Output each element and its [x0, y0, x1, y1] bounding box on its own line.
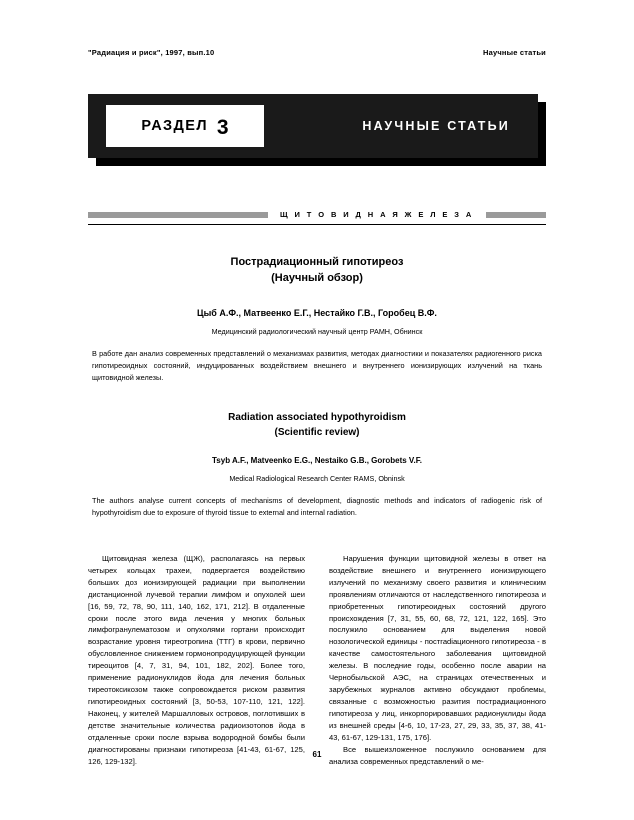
section-label-box — [106, 105, 264, 147]
topic-rule-left — [88, 212, 268, 218]
abstract-en: The authors analyse current concepts of mechanisms of development, diagnostic methods and indicators of radiogenic risk of hypothyroidism due to exposure of thyroid tissue to external and internal radiation. — [92, 496, 542, 518]
article-title-en-line2: (Scientific review) — [274, 426, 360, 438]
article-title-ru-line2: (Научный обзор) — [271, 271, 363, 284]
running-head-left: "Радиация и риск", 1997, вып.10 — [88, 48, 215, 57]
running-head — [88, 48, 546, 57]
article-title-ru-line1: Пострадиационный гипотиреоз — [230, 256, 404, 268]
banner-title: НАУЧНЫЕ СТАТЬИ — [362, 119, 510, 133]
body-columns — [88, 553, 546, 768]
authors-ru: Цыб А.Ф., Матвеенко Е.Г., Нестайко Г.В., Горобец В.Ф. — [197, 307, 437, 318]
topic-underline — [88, 224, 546, 225]
topic-heading — [88, 210, 546, 225]
banner — [88, 94, 538, 158]
page-footer — [88, 750, 546, 759]
paragraph: Щитовидная железа (ЩЖ), располагаясь на первых четырех кольцах трахеи, подвергается воздействию больших доз ионизирующей радиации при выполнении дистанционной лучевой терапии лимфом и опухолей шеи [16, 59, 72, 78, 90, 111, 140, 162, 171, 212]. В отдаленные сроки после этого вида лечения у многих больных лимфогранулематозом и опухолями гортани происходит возрастание уровня тиреотропина (ТТГ) в крови, первично обусловленное снижением гормонопродуцирующей функции тиреоцитов [4, 7, 31, 94, 101, 182, 202]. Более того, применение радионуклидов йода для лечения больных тиреотоксикозом также сопровождается риском развития гипотиреоидных состояний [3, 50-53, 107-110, 121, 122]. Наконец, у жителей Маршалловых островов, поглотивших в детстве значительные количества радиоизотопов йода в отдаленные сроки после взрыва водородной бомбы были диагностированы признаки гипотиреоза [41-43, 61-67, 125, 126, 129-132]. — [88, 553, 305, 766]
section-label: РАЗДЕЛ — [141, 118, 208, 134]
article-title-ru — [88, 255, 546, 287]
authors-en: Tsyb A.F., Matveenko E.G., Nestaiko G.B., Gorobets V.F. — [212, 456, 422, 466]
topic-rule-right — [486, 212, 546, 218]
topic-label: Щ И Т О В И Д Н А Я Ж Е Л Е З А — [280, 210, 474, 219]
page-number: 61 — [312, 750, 322, 759]
affiliation-ru: Медицинский радиологический научный центр РАМН, Обнинск — [211, 326, 423, 336]
page-content — [88, 48, 546, 768]
section-number: 3 — [216, 115, 229, 139]
body-column-left — [88, 553, 305, 768]
section-banner — [88, 94, 546, 166]
article-title-en — [88, 411, 546, 440]
affiliation-en: Medical Radiological Research Center RAMS, Obninsk — [229, 474, 405, 484]
abstract-ru: В работе дан анализ современных представлений о механизмах развития, методах диагностики и показателях радиогенного риска гипотиреоидных состояний, индуцированных воздействием внешнего и внутреннего ионизирующих излучений на ткань щитовидной железы. — [92, 348, 542, 382]
paragraph: Все вышеизложенное послужило основанием для анализа современных представлений о ме- — [329, 744, 546, 766]
paragraph: Нарушения функции щитовидной железы в ответ на воздействие внешнего и внутреннего ионизирующего излучений по механизму своего развития и клиническим проявлениям отличаются от наследственного гипотиреоза и приобретенных гипотиреоидных состояний другого происхождения [7, 31, 55, 60, 68, 72, 121, 122, 165]. Это послужило основанием для выделения новой нозологической единицы - постradiационного гипотиреоза - в качестве самостоятельного заболевания щитовидной железы. В последние годы, особенно после аварии на Чернобыльской АЭС, на страницах отечественных и зарубежных журналов активно обсуждают проблемы, связанные с возможностью разития пострадиационного гипотиреоза у лиц, инкорпорировавших радионуклиды йода из внешней среды [4-6, 10, 17-23, 27, 29, 33, 35, 37, 38, 41-43, 61-67, 129-131, 175, 176]. — [329, 553, 546, 742]
running-head-right: Научные статьи — [482, 48, 546, 57]
article-title-en-line1: Radiation associated hypothyroidism — [228, 412, 406, 424]
body-column-right — [329, 553, 546, 768]
